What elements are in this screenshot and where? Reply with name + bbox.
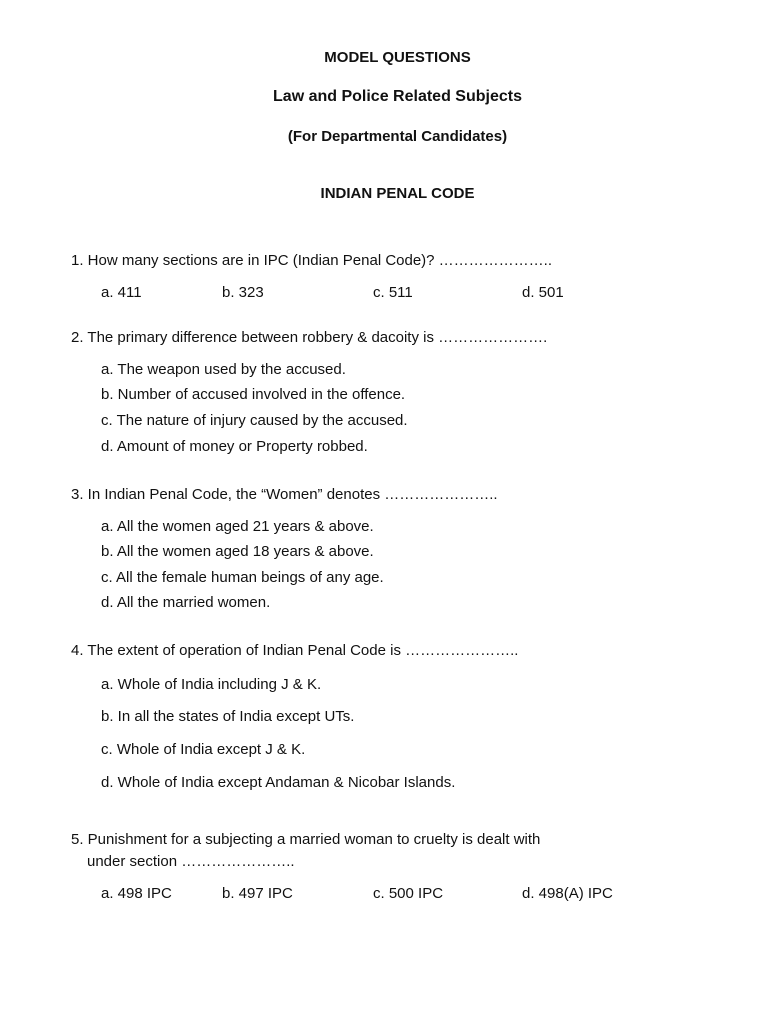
option-b: b. In all the states of India except UTs. xyxy=(101,708,355,725)
option-b: b. 497 IPC xyxy=(222,885,293,902)
question-5-line-2: under section ………………….. xyxy=(87,853,295,870)
option-a: a. 498 IPC xyxy=(101,885,172,902)
section-heading: INDIAN PENAL CODE xyxy=(320,185,475,202)
question-5 xyxy=(71,829,711,873)
option-c: c. Whole of India except J & K. xyxy=(101,741,306,758)
question-1: 1. How many sections are in IPC (Indian Penal Code)? ………………….. xyxy=(71,252,553,269)
option-d: d. Amount of money or Property robbed. xyxy=(101,438,368,455)
question-1-options xyxy=(101,284,721,304)
option-d: d. 498(A) IPC xyxy=(522,885,613,902)
option-b: b. All the women aged 18 years & above. xyxy=(101,543,374,560)
question-2: 2. The primary difference between robbery & dacoity is …………………. xyxy=(71,329,548,346)
option-c: c. The nature of injury caused by the accused. xyxy=(101,412,408,429)
option-d: d. 501 xyxy=(522,284,564,301)
question-3: 3. In Indian Penal Code, the “Women” denotes ………………….. xyxy=(71,486,498,503)
option-a: a. 411 xyxy=(101,284,142,301)
option-d: d. Whole of India except Andaman & Nicobar Islands. xyxy=(101,774,456,791)
option-a: a. All the women aged 21 years & above. xyxy=(101,518,374,535)
option-c: c. All the female human beings of any age. xyxy=(101,569,384,586)
option-d: d. All the married women. xyxy=(101,594,271,611)
option-c: c. 500 IPC xyxy=(373,885,444,902)
option-a: a. Whole of India including J & K. xyxy=(101,676,322,693)
option-c: c. 511 xyxy=(373,284,413,301)
option-a: a. The weapon used by the accused. xyxy=(101,361,346,378)
question-4: 4. The extent of operation of Indian Penal Code is ………………….. xyxy=(71,642,519,659)
question-5-line-1: 5. Punishment for a subjecting a married woman to cruelty is dealt with xyxy=(71,831,541,848)
option-b: b. 323 xyxy=(222,284,264,301)
question-5-options xyxy=(101,885,721,905)
document-title: MODEL QUESTIONS xyxy=(324,49,471,66)
document-subtitle: Law and Police Related Subjects xyxy=(273,88,522,105)
document-note: (For Departmental Candidates) xyxy=(287,128,508,145)
option-b: b. Number of accused involved in the offence. xyxy=(101,386,406,403)
